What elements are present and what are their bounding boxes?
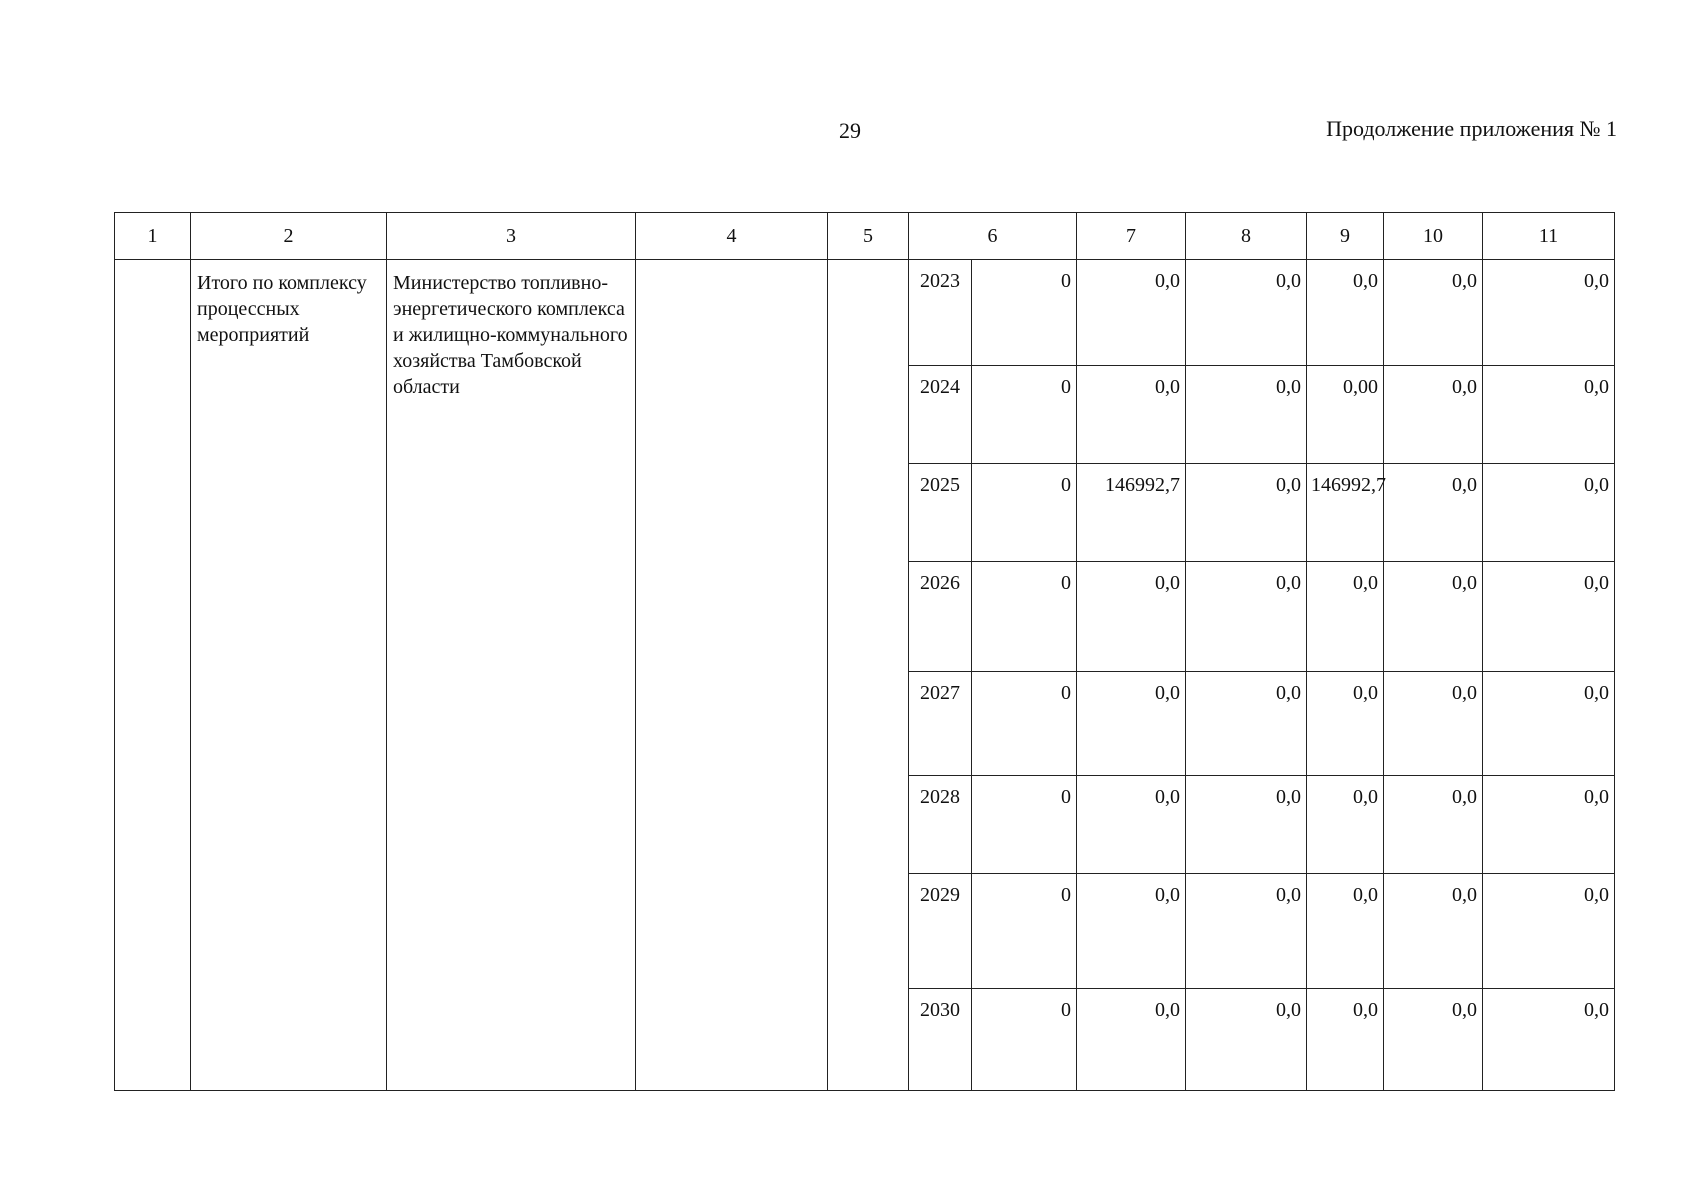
value-cell-11: 0,0 — [1483, 672, 1615, 776]
value-cell-6: 0 — [972, 776, 1077, 874]
value-cell-6: 0 — [972, 874, 1077, 989]
page-number: 29 — [839, 118, 861, 143]
value-cell-7: 0,0 — [1077, 672, 1186, 776]
column-header: 6 — [909, 213, 1077, 260]
value-cell-8: 0,0 — [1186, 562, 1307, 672]
year-cell: 2028 — [909, 776, 972, 874]
value-cell-8: 0,0 — [1186, 366, 1307, 464]
value-cell-11: 0,0 — [1483, 260, 1615, 366]
value-cell-11: 0,0 — [1483, 874, 1615, 989]
value-cell-8: 0,0 — [1186, 672, 1307, 776]
value-cell-9: 0,0 — [1307, 260, 1384, 366]
value-cell-10: 0,0 — [1384, 260, 1483, 366]
value-cell-9: 146992,7 — [1307, 464, 1384, 562]
value-cell-8: 0,0 — [1186, 776, 1307, 874]
column-header: 3 — [387, 213, 636, 260]
value-cell-9: 0,00 — [1307, 366, 1384, 464]
cell-col1 — [115, 260, 191, 1091]
value-cell-6: 0 — [972, 464, 1077, 562]
value-cell-7: 0,0 — [1077, 989, 1186, 1091]
cell-col5 — [828, 260, 909, 1091]
column-header: 1 — [115, 213, 191, 260]
value-cell-8: 0,0 — [1186, 989, 1307, 1091]
value-cell-7: 0,0 — [1077, 776, 1186, 874]
column-header: 8 — [1186, 213, 1307, 260]
year-cell: 2027 — [909, 672, 972, 776]
year-cell: 2024 — [909, 366, 972, 464]
value-cell-10: 0,0 — [1384, 366, 1483, 464]
year-cell: 2026 — [909, 562, 972, 672]
column-header: 11 — [1483, 213, 1615, 260]
column-number-row — [115, 213, 1615, 260]
value-cell-7: 146992,7 — [1077, 464, 1186, 562]
table-row — [115, 260, 1615, 366]
value-cell-11: 0,0 — [1483, 776, 1615, 874]
value-cell-11: 0,0 — [1483, 562, 1615, 672]
budget-table — [114, 212, 1615, 1091]
value-cell-11: 0,0 — [1483, 366, 1615, 464]
value-cell-9: 0,0 — [1307, 672, 1384, 776]
value-cell-6: 0 — [972, 260, 1077, 366]
value-cell-10: 0,0 — [1384, 672, 1483, 776]
cell-col4 — [636, 260, 828, 1091]
table-body — [115, 260, 1615, 1091]
value-cell-11: 0,0 — [1483, 464, 1615, 562]
cell-col2-title: Итого по комплексу процессных мероприятий — [191, 260, 387, 1091]
year-cell: 2025 — [909, 464, 972, 562]
value-cell-7: 0,0 — [1077, 260, 1186, 366]
value-cell-8: 0,0 — [1186, 464, 1307, 562]
value-cell-7: 0,0 — [1077, 366, 1186, 464]
value-cell-9: 0,0 — [1307, 989, 1384, 1091]
cell-col3-responsible: Министерство топливно-энергетического комплекса и жилищно-коммунального хозяйства Тамбовской области — [387, 260, 636, 1091]
appendix-note: Продолжение приложения № 1 — [1326, 116, 1617, 141]
column-header: 9 — [1307, 213, 1384, 260]
value-cell-9: 0,0 — [1307, 562, 1384, 672]
column-header: 10 — [1384, 213, 1483, 260]
value-cell-10: 0,0 — [1384, 874, 1483, 989]
value-cell-9: 0,0 — [1307, 776, 1384, 874]
value-cell-11: 0,0 — [1483, 989, 1615, 1091]
year-cell: 2030 — [909, 989, 972, 1091]
value-cell-10: 0,0 — [1384, 989, 1483, 1091]
value-cell-6: 0 — [972, 672, 1077, 776]
column-header: 5 — [828, 213, 909, 260]
value-cell-10: 0,0 — [1384, 776, 1483, 874]
value-cell-8: 0,0 — [1186, 260, 1307, 366]
value-cell-9: 0,0 — [1307, 874, 1384, 989]
year-cell: 2029 — [909, 874, 972, 989]
value-cell-10: 0,0 — [1384, 464, 1483, 562]
column-header: 2 — [191, 213, 387, 260]
value-cell-6: 0 — [972, 366, 1077, 464]
year-cell: 2023 — [909, 260, 972, 366]
value-cell-7: 0,0 — [1077, 874, 1186, 989]
column-header: 7 — [1077, 213, 1186, 260]
column-header: 4 — [636, 213, 828, 260]
value-cell-7: 0,0 — [1077, 562, 1186, 672]
value-cell-8: 0,0 — [1186, 874, 1307, 989]
value-cell-10: 0,0 — [1384, 562, 1483, 672]
value-cell-6: 0 — [972, 562, 1077, 672]
value-cell-6: 0 — [972, 989, 1077, 1091]
